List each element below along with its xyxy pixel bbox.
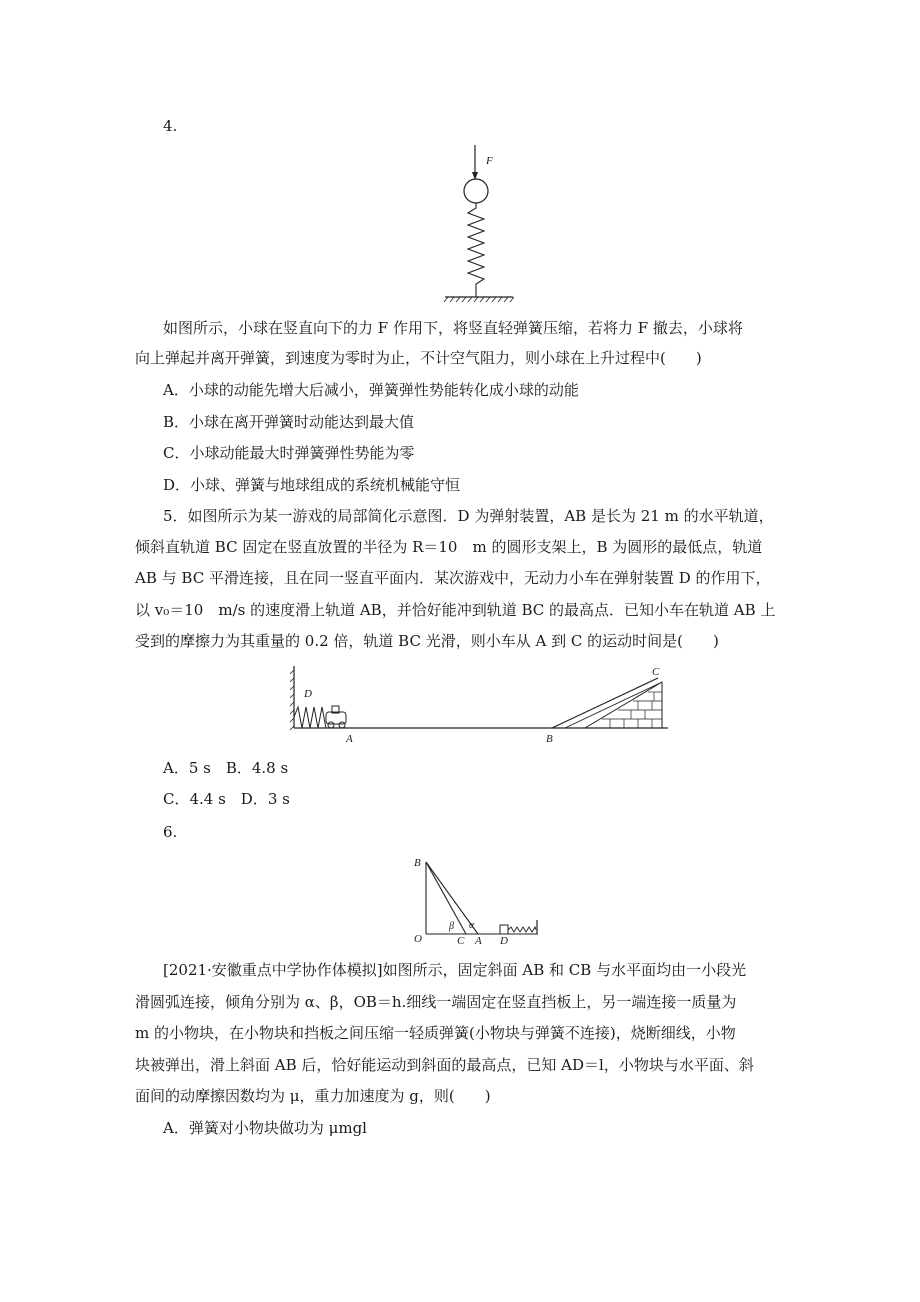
compressed-spring	[508, 927, 536, 932]
wall-hatch	[290, 670, 294, 730]
q4-option-d: D．小球、弹簧与地球组成的系统机械能守恒	[163, 476, 461, 494]
cart-wheel-1	[328, 722, 334, 728]
q6-option-a: A．弹簧对小物块做功为 μmgl	[163, 1119, 367, 1137]
incline-cb	[426, 862, 466, 934]
label-c: C	[457, 935, 465, 947]
label-o: O	[414, 933, 422, 945]
q4-spring-figure	[440, 140, 520, 305]
force-label: F	[486, 155, 493, 167]
spring	[468, 203, 484, 297]
label-a: A	[346, 733, 353, 744]
q6-stem-line-5: 面间的动摩擦因数均为 μ，重力加速度为 g，则( )	[135, 1087, 491, 1105]
q4-number: 4.	[163, 117, 178, 135]
q6-number: 6.	[163, 823, 178, 841]
q4-stem-line-2: 向上弹起并离开弹簧，到速度为零时为止，不计空气阻力，则小球在上升过程中( )	[135, 349, 702, 367]
q5-stem-line-1: 5．如图所示为某一游戏的局部简化示意图．D 为弹射装置，AB 是长为 21 m 的水平轨道，	[163, 507, 774, 525]
q6-stem-line-2: 滑圆弧连接，倾角分别为 α、β，OB＝h.细线一端固定在竖直挡板上，另一端连接一质量为	[135, 993, 737, 1011]
track-bc	[552, 678, 658, 728]
q5-options-row-1: A．5 s B．4.8 s	[163, 759, 289, 777]
label-d: D	[500, 935, 508, 947]
label-a: A	[475, 935, 482, 947]
ground-hatch	[444, 297, 514, 302]
q5-options-row-2: C．4.4 s D．3 s	[163, 790, 290, 808]
q5-stem-line-3: AB 与 BC 平滑连接，且在同一竖直平面内．某次游戏中，无动力小车在弹射装置 D 的作用下，	[135, 569, 771, 587]
q4-stem-line-1: 如图所示，小球在竖直向下的力 F 作用下，将竖直轻弹簧压缩，若将力 F 撤去，小球将	[163, 319, 743, 337]
q4-option-c: C．小球动能最大时弹簧弹性势能为零	[163, 444, 415, 462]
q6-stem-line-3: m 的小物块，在小物块和挡板之间压缩一轻质弹簧(小物块与弹簧不连接)，烧断细线，小物	[135, 1024, 736, 1042]
q6-stem-line-1: [2021·安徽重点中学协作体模拟]如图所示，固定斜面 AB 和 CB 与水平面均由一小段光	[163, 961, 747, 979]
brick-support	[585, 682, 662, 728]
label-alpha: α	[469, 920, 475, 931]
ball	[464, 179, 488, 203]
track-bc-inner	[565, 683, 660, 728]
q5-stem-line-4: 以 v₀＝10 m/s 的速度滑上轨道 AB，并恰好能冲到轨道 BC 的最高点．已知小车在轨道 AB 上	[135, 601, 776, 619]
q6-stem-line-4: 块被弹出，滑上斜面 AB 后，恰好能运动到斜面的最高点，已知 AD＝l，小物块与水平面、斜	[135, 1056, 754, 1074]
label-b: B	[546, 733, 553, 744]
q5-stem-line-5: 受到的摩擦力为其重量的 0.2 倍，轨道 BC 光滑，则小车从 A 到 C 的运动时间是( )	[135, 632, 719, 650]
cart-wheel-2	[339, 722, 345, 728]
label-d: D	[304, 688, 312, 700]
q5-track-figure	[290, 662, 675, 744]
q5-stem-line-2: 倾斜直轨道 BC 固定在竖直放置的半径为 R＝10 m 的圆形支架上，B 为圆形的最低点，轨道	[135, 538, 763, 556]
q4-option-b: B．小球在离开弹簧时动能达到最大值	[163, 413, 415, 431]
label-beta: β	[449, 921, 454, 932]
label-c: C	[652, 666, 660, 678]
brick-pattern	[602, 692, 662, 728]
launcher-spring	[294, 707, 326, 728]
q6-incline-figure	[410, 852, 545, 947]
label-b: B	[414, 857, 421, 869]
q4-option-a: A．小球的动能先增大后减小，弹簧弹性势能转化成小球的动能	[163, 381, 579, 399]
block	[500, 925, 508, 934]
